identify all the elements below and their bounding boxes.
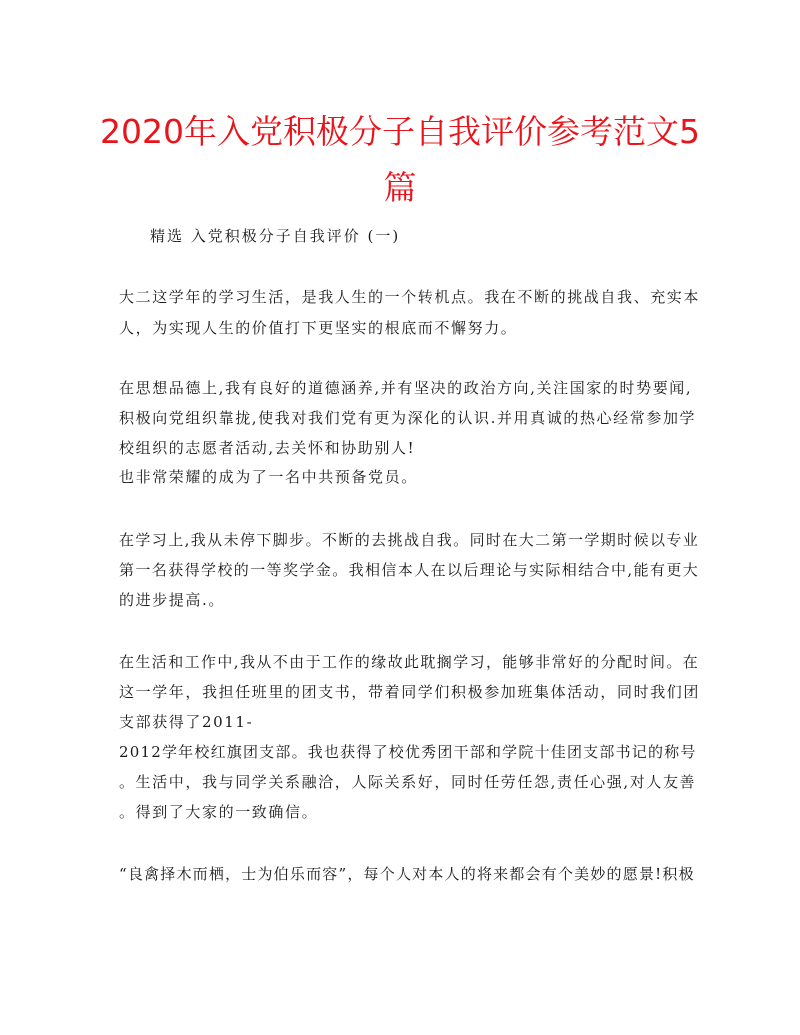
paragraph-line: 第一名获得学校的一等奖学金。我相信本人在以后理论与实际相结合中,能有更大 <box>119 561 700 579</box>
document-title <box>100 104 700 216</box>
paragraph-line: 2012学年校红旗团支部。我也获得了校优秀团干部和学院十佳团支部书记的称号 <box>119 743 697 761</box>
paragraph-line: 这一学年，我担任班里的团支书，带着同学们积极参加班集体活动，同时我们团 <box>119 683 701 701</box>
section-subtitle: 精选 入党积极分子自我评价 (一) <box>150 227 401 245</box>
paragraph-line: “良禽择木而栖，士为伯乐而容”，每个人对本人的将来都会有个美妙的愿景!积极 <box>119 865 695 883</box>
title-line-2: 篇 <box>383 168 417 207</box>
paragraph-line: 积极向党组织靠拢,使我对我们党有更为深化的认识.并用真诚的热心经常参加学 <box>119 409 697 427</box>
paragraph-line: 。生活中，我与同学关系融洽，人际关系好，同时任劳任怨,责任心强,对人友善 <box>119 773 697 791</box>
paragraph-line: 在思想品德上,我有良好的道德涵养,并有坚决的政治方向,关注国家的时势要闻, <box>119 379 693 397</box>
paragraph-line: 。得到了大家的一致确信。 <box>119 803 319 821</box>
paragraph-line: 在学习上,我从未停下脚步。不断的去挑战自我。同时在大二第一学期时候以专业 <box>119 531 700 549</box>
title-line-1: 2020年入党积极分子自我评价参考范文5 <box>100 112 700 151</box>
paragraph-line: 支部获得了2011- <box>119 713 254 731</box>
paragraph-line: 大二这学年的学习生活，是我人生的一个转机点。我在不断的挑战自我、充实本 <box>119 288 701 306</box>
paragraph-line: 校组织的志愿者活动,去关怀和协助别人! <box>119 439 416 457</box>
paragraph-line: 也非常荣耀的成为了一名中共预备党员。 <box>119 468 418 486</box>
paragraph-line: 在生活和工作中,我从不由于工作的缘故此耽搁学习，能够非常好的分配时间。在 <box>119 653 700 671</box>
paragraph-line: 人，为实现人生的价值打下更坚实的根底而不懈努力。 <box>119 319 518 337</box>
paragraph-line: 的进步提高.。 <box>119 591 225 609</box>
